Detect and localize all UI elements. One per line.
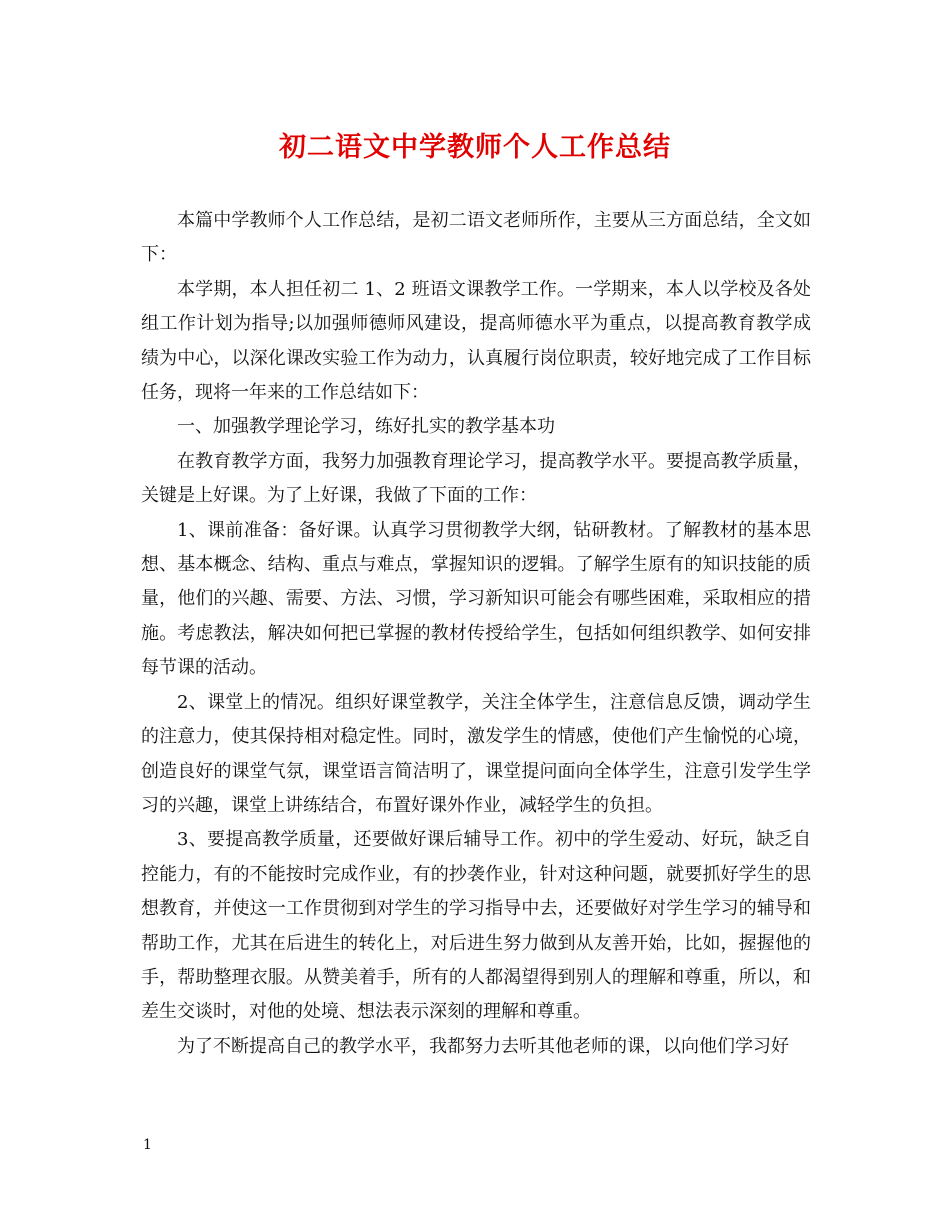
paragraph-classroom: 2、课堂上的情况。组织好课堂教学，关注全体学生，注意信息反馈，调动学生的注意力，使其保持相对稳定性。同时，激发学生的情感，使他们产生愉悦的心境，创造良好的课堂气氛，课堂语言简洁明了，课堂提问面向全体学生，注意引发学生学习的兴趣，课堂上讲练结合，布置好课外作业，减轻学生的负担。 <box>141 691 811 816</box>
paragraph-teaching: 在教育教学方面，我努力加强教育理论学习，提高教学水平。要提高教学质量，关键是上好课。为了上好课，我做了下面的工作： <box>141 450 811 507</box>
paragraph-intro: 本篇中学教师个人工作总结，是初二语文老师所作，主要从三方面总结，全文如下： <box>141 210 811 266</box>
document-title: 初二语文中学教师个人工作总结 <box>279 132 671 163</box>
document-body <box>141 204 811 1064</box>
paragraph-tutoring: 3、要提高教学质量，还要做好课后辅导工作。初中的学生爱动、好玩，缺乏自控能力，有的不能按时完成作业，有的抄袭作业，针对这种问题，就要抓好学生的思想教育，并使这一工作贯彻到对学生的学习指导中去，还要做好对学生学习的辅导和帮助工作，尤其在后进生的转化上，对后进生努力做到从友善开始，比如，握握他的手，帮助整理衣服。从赞美着手，所有的人都渴望得到别人的理解和尊重，所以，和差生交谈时，对他的处境、想法表示深刻的理解和尊重。 <box>141 829 811 1023</box>
paragraph-improvement: 为了不断提高自己的教学水平，我都努力去听其他老师的课，以向他们学习好 <box>177 1035 789 1057</box>
page-number: 1 <box>143 1137 152 1153</box>
section-heading-1: 一、加强教学理论学习，练好扎实的教学基本功 <box>177 416 555 438</box>
paragraph-preparation: 1、课前准备：备好课。认真学习贯彻教学大纲，钻研教材。了解教材的基本思想、基本概念、结构、重点与难点，掌握知识的逻辑。了解学生原有的知识技能的质量，他们的兴趣、需要、方法、习惯，学习新知识可能会有哪些困难，采取相应的措施。考虑教法，解决如何把已掌握的教材传授给学生，包括如何组织教学、如何安排每节课的活动。 <box>141 519 811 679</box>
paragraph-semester: 本学期，本人担任初二 1、2 班语文课教学工作。一学期来，本人以学校及各处组工作计划为指导;以加强师德师风建设，提高师德水平为重点，以提高教育教学成绩为中心，以深化课改实验工作为动力，认真履行岗位职责，较好地完成了工作目标任务，现将一年来的工作总结如下： <box>141 278 811 404</box>
